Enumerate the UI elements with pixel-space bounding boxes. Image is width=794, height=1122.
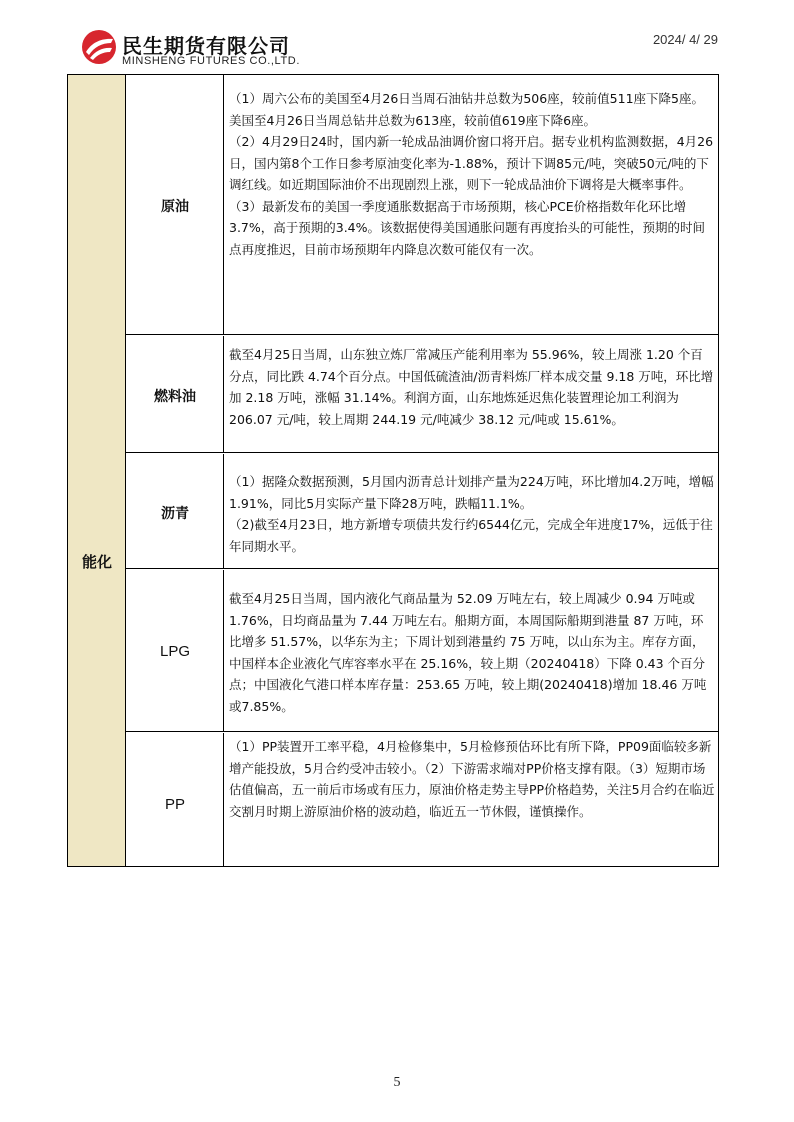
commodity-name: 燃料油 (154, 389, 196, 405)
page-number: 5 (393, 1075, 401, 1090)
table-row (126, 738, 718, 866)
commodity-table (67, 74, 719, 867)
name-cell (126, 341, 224, 452)
name-cell (126, 738, 224, 866)
name-cell (126, 459, 224, 568)
table-row (126, 459, 718, 569)
content-cell (224, 341, 718, 452)
page-header (0, 0, 794, 72)
commodity-name: LPG (159, 643, 190, 660)
report-date: 2024/ 4/ 29 (652, 32, 718, 47)
commodity-commentary: （1）周六公布的美国至4月26日当周石油钻井总数为506座，较前值511座下降5座。美国至4月26日当周总钻井总数为613座，较前值619座下降6座。 （2）4月29日24时，国内新一轮成品油调价窗口将开启。据专业机构监测数据，4月26日，国内第8个工作日参考原油变化率为-1.88%，预计下调85元/吨，突破50元/吨的下调红线。如近期国际油价不出现剧烈上涨，则下一轮成品油价下调将是大概率事件。 （3）最新发布的美国一季度通胀数据高于市场预期，核心PCE价格指数年化环比增3.7%，高于预期的3.4%。该数据使得美国通胀问题有再度抬头的可能性，预期的时间点再度推迟，目前市场预期年内降息次数可能仅有一次。 (229, 91, 714, 257)
table-row (126, 80, 718, 335)
company-logo (80, 28, 340, 72)
name-cell (126, 80, 224, 334)
commodity-name: PP (164, 796, 185, 813)
commodity-name: 原油 (161, 199, 189, 215)
content-cell (224, 459, 718, 568)
sector-cell (68, 75, 126, 866)
minsheng-logo-icon (80, 28, 118, 66)
content-cell (224, 80, 718, 334)
commodity-commentary: 截至4月25日当周，山东独立炼厂常减压产能利用率为 55.96%，较上周涨 1.20 个百分点，同比跌 4.74个百分点。中国低硫渣油/沥青料炼厂样本成交量 9.18 万吨，环比增加 2.18 万吨，涨幅 31.14%。利润方面，山东地炼延迟焦化装置理论加工利润为 206.07 元/吨，较上周期 244.19 元/吨减少 38.12 元/吨或 15.61%。 (229, 347, 714, 427)
commodity-commentary: （1）PP装置开工率平稳，4月检修集中，5月检修预估环比有所下降，PP09面临较多新增产能投放，5月合约受冲击较小。（2）下游需求端对PP价格支撑有限。（3）短期市场估值偏高，五一前后市场或有压力，原油价格走势主导PP价格趋势，关注5月合约在临近交割月时期上游原油价格的波动趋，临近五一节休假，谨慎操作。 (229, 739, 715, 819)
content-cell (224, 575, 718, 731)
commodity-name: 沥青 (161, 506, 189, 522)
company-name-en: MINSHENG FUTURES CO.,LTD. (122, 55, 300, 67)
commodity-commentary: （1）据隆众数据预测，5月国内沥青总计划排产量为224万吨，环比增加4.2万吨，增幅1.91%，同比5月实际产量下降28万吨，跌幅11.1%。 （2)截至4月23日，地方新增专项债共发行约6544亿元，完成全年进度17%，远低于往年同期水平。 (229, 474, 714, 554)
sector-label: 能化 (81, 553, 112, 571)
table-row (126, 575, 718, 732)
commodity-commentary: 截至4月25日当周，国内液化气商品量为 52.09 万吨左右，较上周减少 0.94 万吨或1.76%，日均商品量为 7.44 万吨左右。船期方面，本周国际船期到港量 87 万吨，环比增多 51.57%，以华东为主；下周计划到港量约 75 万吨，以山东为主。库存方面，中国样本企业液化气库容率水平在 25.16%，较上期（20240418）下降 0.43 个百分点；中国液化气港口样本库存量：253.65 万吨，较上期(20240418)增加 18.46 万吨或7.85%。 (229, 591, 707, 714)
table-row (126, 341, 718, 453)
content-cell (224, 738, 718, 866)
company-name-cn: 民生期货有限公司 (122, 34, 290, 58)
name-cell (126, 575, 224, 731)
